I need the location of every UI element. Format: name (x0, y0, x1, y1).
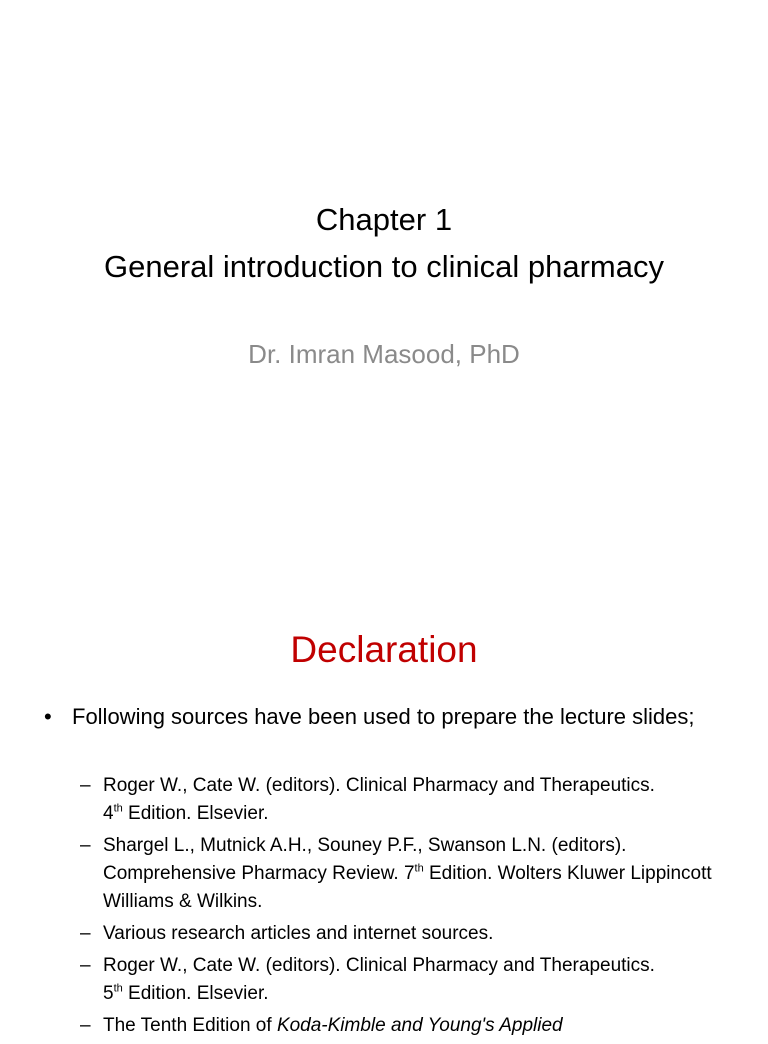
source-text-end: Edition. Elsevier. (122, 803, 269, 824)
source-text-end: Edition. Wolters Kluwer Lippincott Williams & Wilkins. (103, 863, 712, 912)
edition-number: 5 (103, 983, 114, 1004)
ordinal-suffix: th (414, 862, 424, 875)
source-item (80, 1012, 720, 1040)
source-text: Various research articles and internet sources. (103, 923, 494, 944)
declaration-slide (0, 600, 768, 1036)
dash-icon: – (80, 835, 91, 856)
source-text: The Tenth Edition of (103, 1015, 277, 1036)
slide-title (0, 196, 768, 290)
source-text: Shargel L., Mutnick A.H., Souney P.F., Swanson L.N. (editors). Comprehensive Pharmacy Review. 7 (103, 835, 627, 884)
source-list (80, 772, 720, 1044)
bullet-icon: • (44, 704, 52, 729)
edition-number: 4 (103, 803, 114, 824)
declaration-heading: Declaration (290, 629, 478, 670)
source-text-end: Edition. Elsevier. (122, 983, 269, 1004)
book-title: Koda-Kimble and Young's Applied (276, 1015, 563, 1036)
ordinal-suffix: th (113, 802, 123, 815)
dash-icon: – (80, 775, 91, 796)
source-item (80, 772, 720, 828)
author-name: Dr. Imran Masood, PhD (248, 339, 520, 369)
ordinal-suffix: th (113, 982, 123, 995)
source-item (80, 952, 720, 1008)
chapter-subheading: General introduction to clinical pharmacy (104, 249, 664, 284)
chapter-heading: Chapter 1 (315, 202, 453, 237)
dash-icon: – (80, 955, 91, 976)
source-text: Roger W., Cate W. (editors). Clinical Pharmacy and Therapeutics. (103, 955, 655, 976)
dash-icon: – (80, 923, 91, 944)
source-item (80, 920, 720, 948)
source-text: Roger W., Cate W. (editors). Clinical Pharmacy and Therapeutics. (103, 775, 655, 796)
source-item (80, 832, 720, 916)
dash-icon: – (80, 1015, 91, 1036)
bullet-text: Following sources have been used to prepare the lecture slides; (72, 704, 695, 729)
bullet-item (44, 702, 724, 732)
